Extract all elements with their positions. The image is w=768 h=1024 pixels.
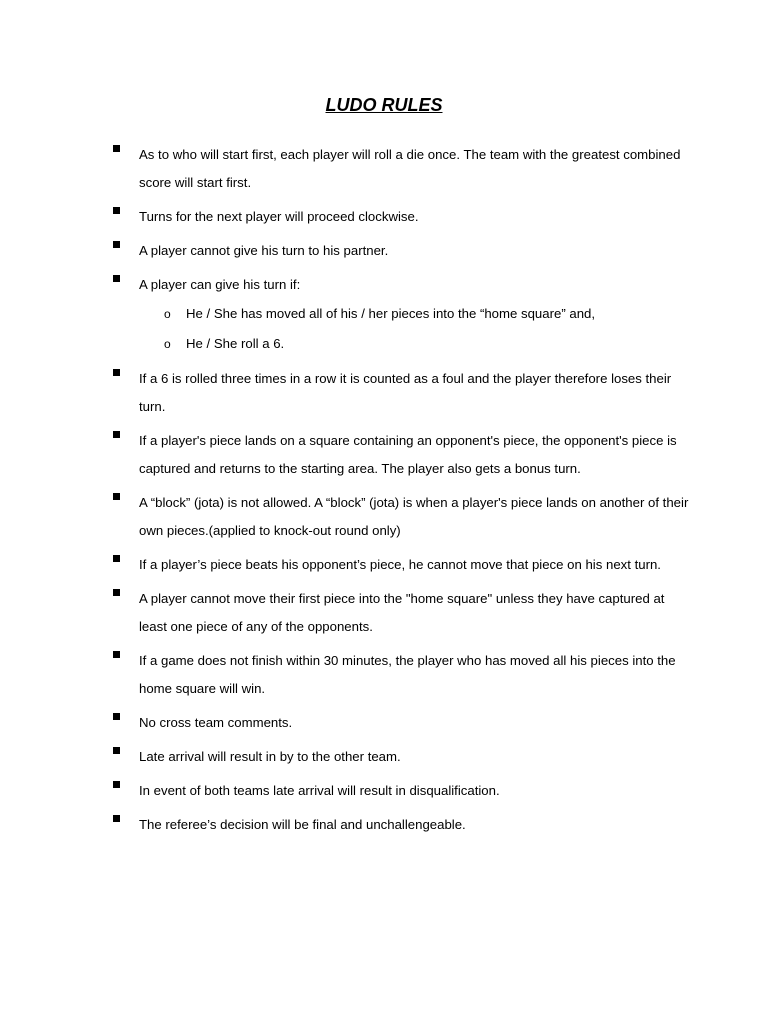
sub-list	[139, 299, 693, 359]
square-bullet-icon	[113, 207, 120, 214]
rule-text: No cross team comments.	[139, 715, 293, 730]
rule-item	[113, 489, 693, 545]
rule-text: A player can give his turn if:	[139, 277, 301, 292]
circle-bullet-icon: o	[164, 337, 171, 351]
square-bullet-icon	[113, 713, 120, 720]
rule-text: A player cannot give his turn to his partner.	[139, 243, 389, 258]
rule-item	[113, 585, 693, 641]
sub-item	[164, 329, 693, 359]
rule-item	[113, 709, 693, 737]
sub-item	[164, 299, 693, 329]
rule-item	[113, 237, 693, 265]
square-bullet-icon	[113, 555, 120, 562]
rule-item	[113, 551, 693, 579]
rule-item	[113, 203, 693, 231]
rule-item	[113, 647, 693, 703]
square-bullet-icon	[113, 145, 120, 152]
rule-item	[113, 743, 693, 771]
rule-text: If a game does not finish within 30 minutes, the player who has moved all his pieces into the home square will win.	[139, 653, 676, 696]
rule-text: The referee’s decision will be final and unchallengeable.	[139, 817, 466, 832]
rule-text: A “block” (jota) is not allowed. A “block” (jota) is when a player's piece lands on another of their own pieces.(applied to knock-out round only)	[139, 495, 689, 538]
rule-item	[113, 427, 693, 483]
square-bullet-icon	[113, 275, 120, 282]
square-bullet-icon	[113, 369, 120, 376]
page-title: LUDO RULES	[325, 95, 443, 115]
rules-list	[113, 141, 693, 845]
rule-item	[113, 777, 693, 805]
rule-item	[113, 365, 693, 421]
sub-item-text: He / She roll a 6.	[186, 336, 285, 351]
rule-text: As to who will start first, each player will roll a die once. The team with the greatest combined score will start first.	[139, 147, 681, 190]
rule-text: A player cannot move their first piece into the "home square" unless they have captured at least one piece of any of the opponents.	[139, 591, 665, 634]
rule-text: Turns for the next player will proceed clockwise.	[139, 209, 419, 224]
square-bullet-icon	[113, 241, 120, 248]
rule-text: Late arrival will result in by to the other team.	[139, 749, 401, 764]
square-bullet-icon	[113, 651, 120, 658]
square-bullet-icon	[113, 781, 120, 788]
rule-item	[113, 811, 693, 839]
square-bullet-icon	[113, 815, 120, 822]
circle-bullet-icon: o	[164, 307, 171, 321]
square-bullet-icon	[113, 431, 120, 438]
rule-text: If a player’s piece beats his opponent’s piece, he cannot move that piece on his next turn.	[139, 557, 661, 572]
square-bullet-icon	[113, 747, 120, 754]
rule-text: In event of both teams late arrival will result in disqualification.	[139, 783, 500, 798]
rule-text: If a 6 is rolled three times in a row it is counted as a foul and the player therefore loses their turn.	[139, 371, 672, 414]
rule-item	[113, 271, 693, 359]
rule-text: If a player's piece lands on a square containing an opponent's piece, the opponent's piece is captured and returns to the starting area. The player also gets a bonus turn.	[139, 433, 677, 476]
sub-item-text: He / She has moved all of his / her pieces into the “home square” and,	[186, 306, 596, 321]
rule-item	[113, 141, 693, 197]
square-bullet-icon	[113, 493, 120, 500]
square-bullet-icon	[113, 589, 120, 596]
